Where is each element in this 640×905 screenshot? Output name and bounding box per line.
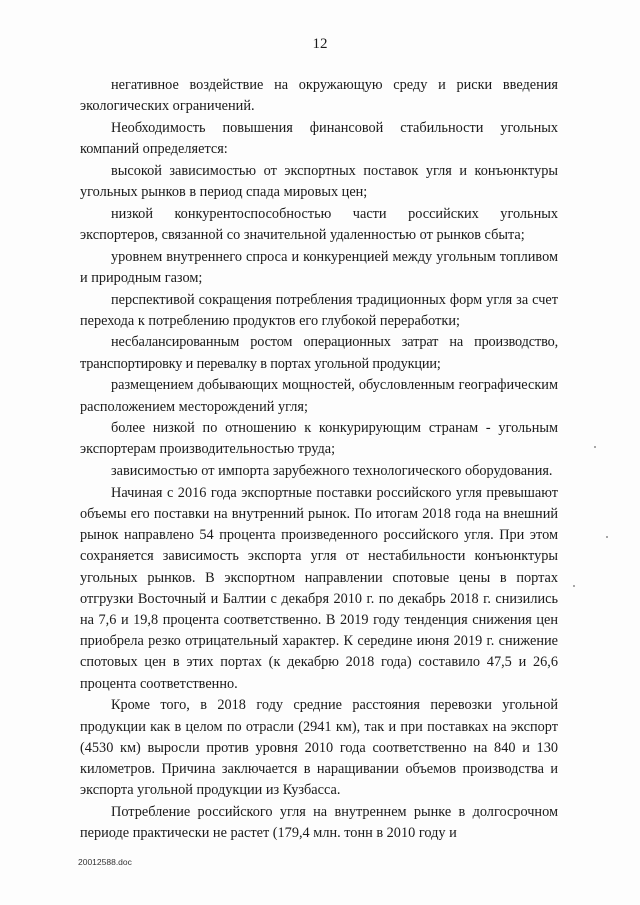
scan-speck <box>573 585 575 587</box>
paragraph-import-dependence: зависимостью от импорта зарубежного технологического оборудования. <box>111 463 553 480</box>
paragraph-domestic-demand: уровнем внутреннего спроса и конкуренцией между угольным топливом и природным газом; <box>80 248 558 286</box>
paragraph-environmental-impact: негативное воздействие на окружающую среду и риски введения экологических ограничений. <box>80 77 558 115</box>
paragraph-export-volumes: Начиная с 2016 года экспортные поставки российского угля превышают объемы его поставки на внутренний рынок. По итогам 2018 года на внешний рынок направлено 54 процента произведенного российского угля. При этом сохраняется зависимость экспорта угля от нестабильности конъюнктуры угольных рынков. В экспортном направлении спотовые цены в портах отгрузки Восточный и Балтии с декабря 2010 г. по декабрь 2018 г. снизились на 7,6 и 19,8 процента соответственно. В 2019 году тенденция снижения цен приобрела резко отрицательный характер. К середине июня 2019 г. снижение спотовых цен в этих портах (к декабрю 2018 года) составило 47,5 и 26,6 процента соответственно. <box>80 484 558 692</box>
paragraph-export-dependence: высокой зависимостью от экспортных поставок угля и конъюнктуры угольных рынков в период спада мировых цен; <box>80 162 558 201</box>
paragraph-labor-productivity: более низкой по отношению к конкурирующим странам - угольным экспортерам производительностью труда; <box>80 420 558 458</box>
paragraph-transport-distances: Кроме того, в 2018 году средние расстояния перевозки угольной продукции как в целом по отрасли (2941 км), так и при поставках на экспорт (4530 км) выросли против уровня 2010 года соответственно на 840 и 130 километров. Причина заключается в наращивании объемов производства и экспорта угольной продукции из Кузбасса. <box>80 697 558 799</box>
paragraph-financial-stability-intro: Необходимость повышения финансовой стабильности угольных компаний определяется: <box>80 119 558 158</box>
paragraph-operating-costs: несбалансированным ростом операционных затрат на производство, транспортировку и перевалку в портах угольной продукции; <box>80 334 558 372</box>
paragraph-low-competitiveness: низкой конкурентоспособностью части российских угольных экспортеров, связанной со значительной удаленностью от рынков сбыта; <box>80 205 558 243</box>
page-number: 12 <box>312 36 328 52</box>
scan-speck <box>594 446 596 448</box>
scan-speck <box>606 536 608 538</box>
paragraph-consumption-reduction: перспективой сокращения потребления традиционных форм угля за счет перехода к потреблению продуктов его глубокой переработки; <box>80 291 558 329</box>
paragraph-capacity-location: размещением добывающих мощностей, обусловленным географическим расположением месторождений угля; <box>80 377 558 415</box>
footer-filename: 20012588.doc <box>78 857 132 867</box>
paragraph-domestic-consumption: Потребление российского угля на внутреннем рынке в долгосрочном периоде практически не растет (179,4 млн. тонн в 2010 году и <box>80 803 558 842</box>
document-body <box>80 75 558 845</box>
